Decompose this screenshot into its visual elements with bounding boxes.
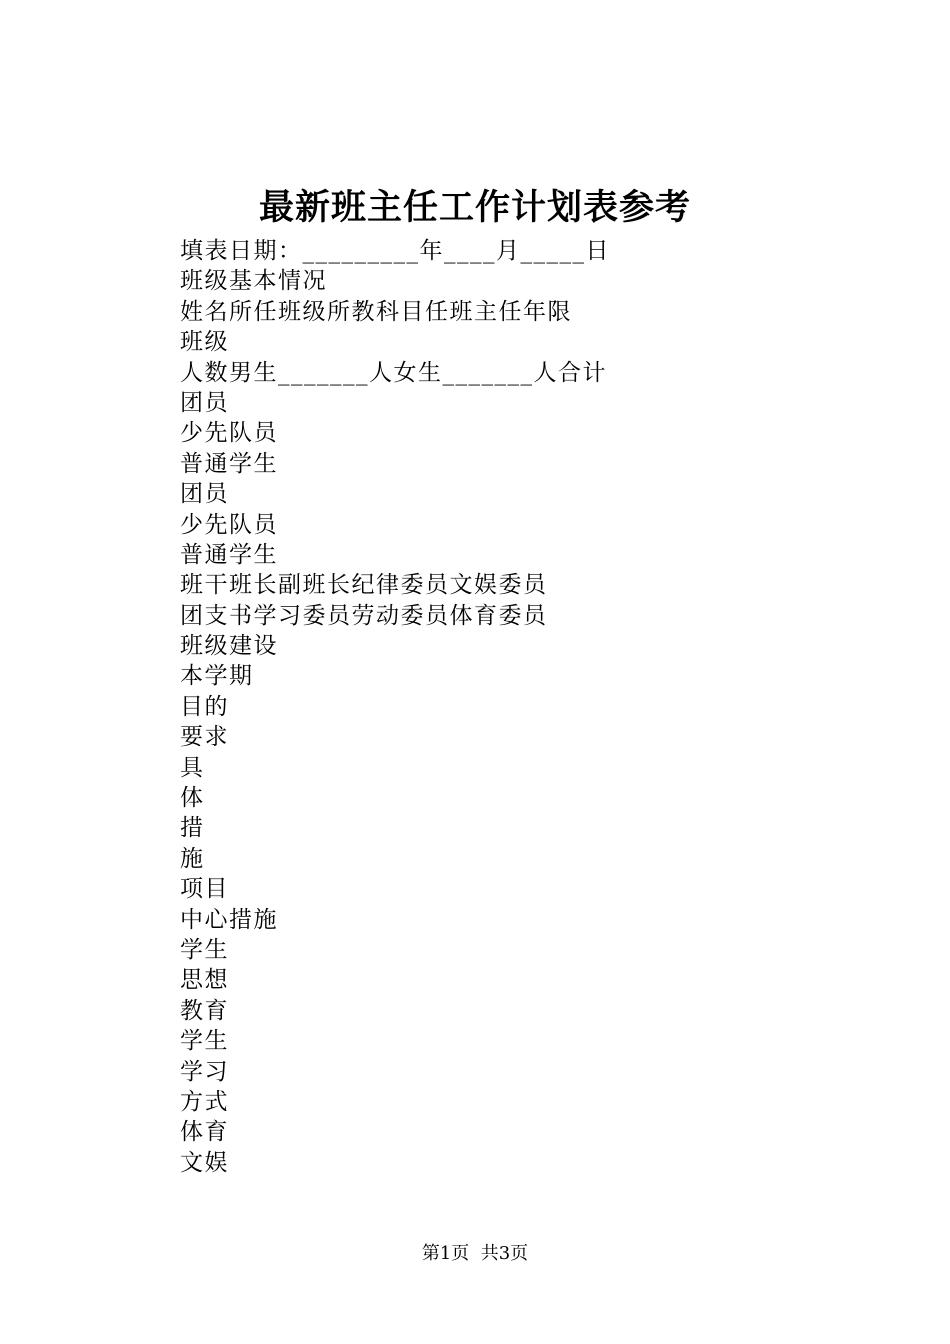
text-line: 姓名所任班级所教科目任班主任年限 (180, 298, 572, 325)
text-line: 团员 (180, 389, 229, 416)
document-title: 最新班主任工作计划表参考 (258, 187, 691, 228)
text-line: 措 (180, 815, 205, 842)
text-line: 学生 (180, 1028, 229, 1055)
text-line: 班级基本情况 (180, 268, 327, 295)
text-line: 班干班长副班长纪律委员文娱委员 (180, 572, 548, 599)
text-line: 目的 (180, 693, 229, 720)
text-line: 普通学生 (180, 450, 278, 477)
text-line: 教育 (180, 997, 229, 1024)
text-line: 具 (180, 754, 205, 781)
text-line: 体 (180, 785, 205, 812)
text-line: 团员 (180, 481, 229, 508)
text-line: 方式 (180, 1088, 229, 1115)
text-line: 班级建设 (180, 633, 278, 660)
text-line: 普通学生 (180, 541, 278, 568)
text-line: 少先队员 (180, 420, 278, 447)
page-footer: 第1页 共3页 (421, 1243, 529, 1264)
text-line: 学习 (180, 1058, 229, 1085)
text-line: 团支书学习委员劳动委员体育委员 (180, 602, 548, 629)
text-line: 思想 (180, 967, 229, 994)
text-line: 人数男生_______人女生_______人合计 (180, 359, 607, 386)
date-line: 填表日期：_________年____月_____日 (180, 238, 610, 264)
text-line: 施 (180, 845, 205, 872)
text-line: 学生 (180, 936, 229, 963)
text-line: 班级 (180, 329, 229, 356)
text-line: 体育 (180, 1119, 229, 1146)
text-line: 要求 (180, 724, 229, 751)
text-line: 文娱 (180, 1149, 229, 1176)
text-line: 项目 (180, 876, 229, 903)
document-body (180, 236, 820, 1178)
text-line: 本学期 (180, 663, 254, 690)
text-line: 中心措施 (180, 906, 278, 933)
text-line: 少先队员 (180, 511, 278, 538)
